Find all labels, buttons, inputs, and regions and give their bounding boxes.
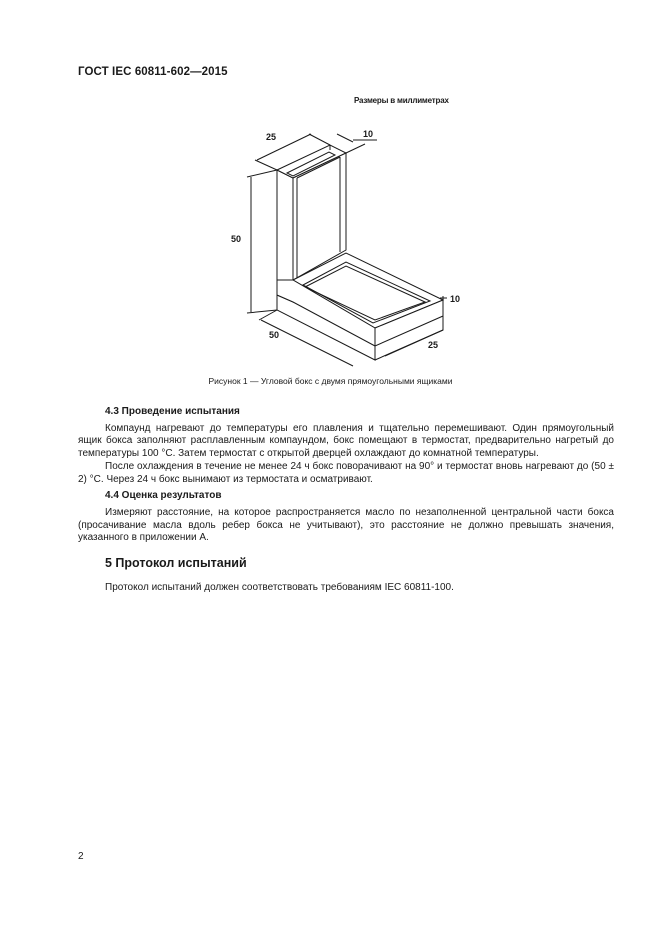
page-header: ГОСТ IEC 60811-602—2015 — [78, 66, 228, 78]
dim-top-depth-line — [337, 134, 353, 142]
section-5-paragraph-1: Протокол испытаний должен соответствовать требованиям IEC 60811-100. — [105, 581, 454, 593]
dim-base-width-label: 25 — [428, 340, 439, 350]
dim-top-width-ext-2 — [309, 134, 330, 145]
page-number: 2 — [78, 851, 84, 862]
dim-height-label: 50 — [231, 234, 242, 244]
dim-top-width-ext-1 — [255, 160, 277, 170]
section-5-heading: 5 Протокол испытаний — [105, 556, 247, 571]
section-4-4-paragraph-1: Измеряют расстояние, на которое распространяется масло по незаполненной центральной части бокса (просачивание масла вдоль ребер бокса не учитывают), это расстояние не должно превышать значения, указанного в приложении А. — [78, 506, 614, 544]
section-4-3-heading: 4.3 Проведение испытания — [105, 406, 240, 417]
dim-base-length-label: 50 — [269, 330, 280, 340]
dimensions-note: Размеры в миллиметрах — [354, 96, 449, 105]
figure-caption: Рисунок 1 — Угловой бокс с двумя прямоугольными ящиками — [208, 376, 453, 386]
section-4-4-heading: 4.4 Оценка результатов — [105, 490, 222, 502]
corner-box-drawing — [225, 120, 475, 370]
dim-base-height-label: 10 — [450, 294, 461, 304]
document-body — [78, 406, 614, 594]
corner-box-figure — [225, 120, 475, 370]
dim-top-width-label: 25 — [266, 132, 277, 142]
section-4-3-paragraph-2: После охлаждения в течение не менее 24 ч бокс поворачивают на 90° и термостат вновь нагревают до (50 ± 2) °C. Через 24 ч бокс вынимают из термостата и осматривают. — [78, 460, 614, 485]
dim-height-ext-top — [247, 170, 277, 177]
dim-top-depth-ext — [346, 144, 365, 153]
spacer — [78, 570, 614, 582]
dim-top-depth-label: 10 — [363, 129, 374, 139]
section-4-3-paragraph-1: Компаунд нагревают до температуры его плавления и тщательно перемешивают. Один прямоугольный ящик бокса заполняют расплавленным компаундом, бокс помещают в термостат, предварительно нагретый до температуры 100 °C. Затем термостат с открытой дверцей охлаждают до комнатной температуры. — [78, 422, 614, 460]
